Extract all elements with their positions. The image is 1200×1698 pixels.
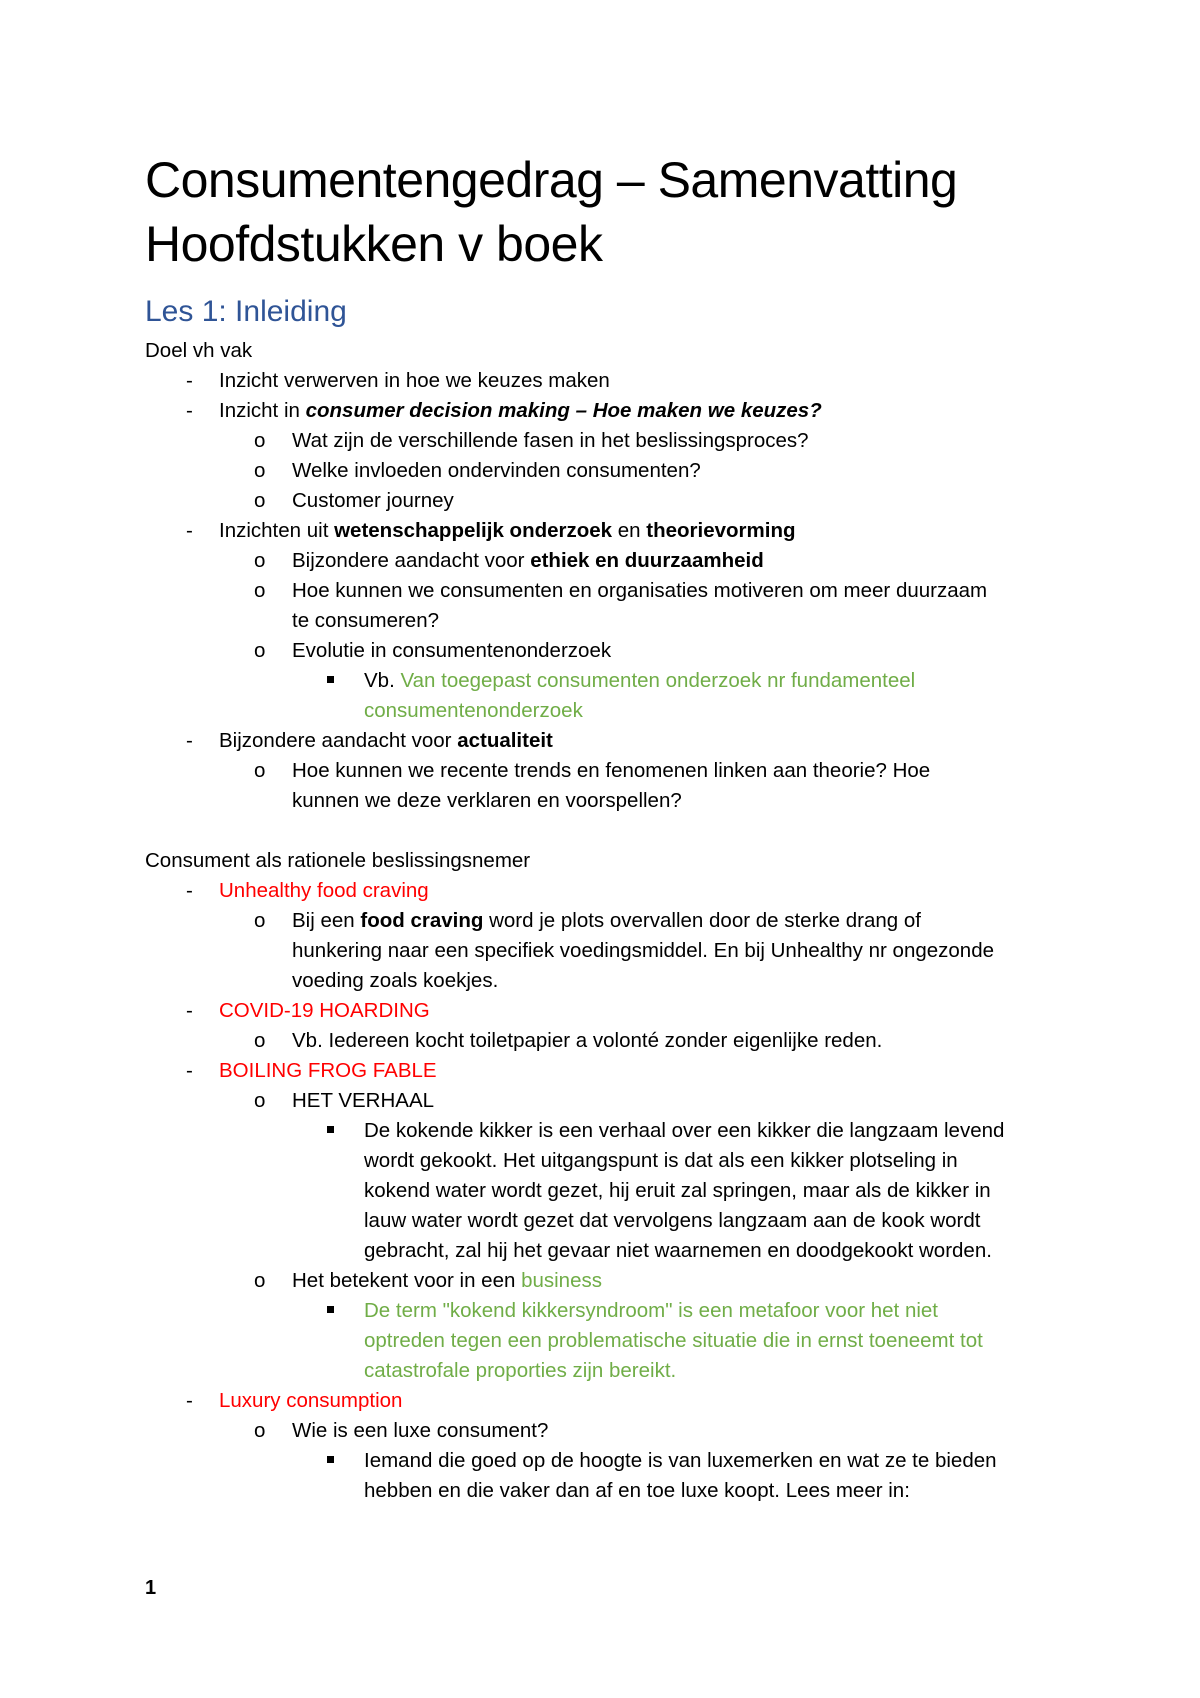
luxury-answer-line-2: hebben en die vaker dan af en toe luxe koopt. Lees meer in: [364,1479,910,1502]
food-craving-bold: food craving [360,909,484,932]
bullet-4-sub-1-line-1: Hoe kunnen we recente trends en fenomenen linken aan theorie? Hoe [292,759,931,782]
topic-covid-hoarding: COVID-19 HOARDING [219,999,430,1022]
bullet-4-prefix: Bijzondere aandacht voor [219,729,458,752]
bullet-4-bold: actualiteit [457,729,553,752]
dash-bullet: - [186,879,193,902]
dash-bullet: - [186,519,193,542]
circle-bullet: o [254,459,266,482]
bullet-2-prefix: Inzicht in [219,399,306,422]
document-title [145,148,1145,276]
heading-les-1: Les 1: Inleiding [145,295,347,328]
example-green-text: Van toegepast consumenten onderzoek nr fundamenteel [400,669,916,692]
dash-bullet: - [186,1389,193,1412]
business-green: business [521,1269,602,1292]
frog-story-line-1: De kokende kikker is een verhaal over een kikker die langzaam levend [364,1119,1005,1142]
topic-luxury-consumption: Luxury consumption [219,1389,403,1412]
bullet-3-sub-2-line-1: Hoe kunnen we consumenten en organisaties motiveren om meer duurzaam [292,579,988,602]
bullet-4-sub-1-line-2: kunnen we deze verklaren en voorspellen? [292,789,682,812]
luxury-answer-line-1: Iemand die goed op de hoogte is van luxemerken en wat ze te bieden [364,1449,997,1472]
frog-story-line-4: lauw water wordt gezet dat vervolgens langzaam aan de kook wordt [364,1209,981,1232]
food-craving-prefix: Bij een [292,909,361,932]
frog-syndrome-line-2: optreden tegen een problematische situatie die in ernst toeneemt tot [364,1329,983,1352]
dash-bullet: - [186,729,193,752]
doel-label: Doel vh vak [145,339,253,362]
food-craving-line-1 [292,906,921,936]
bullet-4 [219,726,553,756]
section-consument-heading: Consument als rationele beslissingsnemer [145,849,531,872]
frog-story-line-3: kokend water wordt gezet, hij eruit zal springen, maar als de kikker in [364,1179,991,1202]
circle-bullet: o [254,639,266,662]
bullet-2-sub-2: Welke invloeden ondervinden consumenten? [292,459,701,482]
food-craving-line-3: voeding zoals koekjes. [292,969,499,992]
frog-story-line-5: gebracht, zal hij het gevaar niet waarnemen en doodgekookt worden. [364,1239,992,1262]
frog-story-line-2: wordt gekookt. Het uitgangspunt is dat als een kikker plotseling in [364,1149,958,1172]
dash-bullet: - [186,369,193,392]
page-number: 1 [145,1577,157,1599]
bullet-3-sub-3: Evolutie in consumentenonderzoek [292,639,612,662]
food-craving-suffix: word je plots overvallen door de sterke drang of [483,909,921,932]
bullet-3-bold-1: wetenschappelijk onderzoek [334,519,613,542]
example-prefix: Vb. [364,669,401,692]
circle-bullet: o [254,1029,266,1052]
business-meaning [292,1266,602,1296]
food-craving-line-2: hunkering naar een specifiek voedingsmiddel. En bij Unhealthy nr ongezonde [292,939,995,962]
topic-boiling-frog: BOILING FROG FABLE [219,1059,437,1082]
bullet-3-sub-2-line-2: te consumeren? [292,609,440,632]
topic-unhealthy-food-craving: Unhealthy food craving [219,879,429,902]
bullet-2-emphasis: consumer decision making – Hoe maken we keuzes? [305,399,822,422]
circle-bullet: o [254,1269,266,1292]
frog-syndrome-line-3: catastrofale proporties zijn bereikt. [364,1359,677,1382]
dash-bullet: - [186,1059,193,1082]
circle-bullet: o [254,549,266,572]
dash-bullet: - [186,999,193,1022]
bullet-3-mid: en [612,519,647,542]
circle-bullet: o [254,579,266,602]
circle-bullet: o [254,759,266,782]
bullet-3-sub-3-example-line-2: consumentenonderzoek [364,699,583,722]
bullet-3-sub-1-prefix: Bijzondere aandacht voor [292,549,531,572]
square-bullet [327,1126,334,1133]
circle-bullet: o [254,489,266,512]
title-line-2: Hoofdstukken v boek [145,216,603,272]
luxury-question: Wie is een luxe consument? [292,1419,549,1442]
covid-example: Vb. Iedereen kocht toiletpapier a volonté zonder eigenlijke reden. [292,1029,883,1052]
circle-bullet: o [254,429,266,452]
square-bullet [327,1306,334,1313]
title-line-1: Consumentengedrag – Samenvatting [145,152,958,208]
bullet-2 [219,396,822,426]
bullet-3-bold-2: theorievorming [646,519,796,542]
bullet-3-sub-1 [292,546,764,576]
circle-bullet: o [254,1089,266,1112]
bullet-2-sub-3: Customer journey [292,489,454,512]
bullet-3-sub-1-bold: ethiek en duurzaamheid [530,549,764,572]
bullet-3-sub-3-example-line-1 [364,666,915,696]
circle-bullet: o [254,909,266,932]
frog-syndrome-line-1: De term "kokend kikkersyndroom" is een metafoor voor het niet [364,1299,938,1322]
dash-bullet: - [186,399,193,422]
het-verhaal: HET VERHAAL [292,1089,435,1112]
bullet-1: Inzicht verwerven in hoe we keuzes maken [219,369,610,392]
circle-bullet: o [254,1419,266,1442]
square-bullet [327,1456,334,1463]
square-bullet [327,676,334,683]
bullet-2-sub-1: Wat zijn de verschillende fasen in het beslissingsproces? [292,429,809,452]
bullet-3-prefix: Inzichten uit [219,519,335,542]
bullet-3 [219,516,796,546]
business-prefix: Het betekent voor in een [292,1269,522,1292]
